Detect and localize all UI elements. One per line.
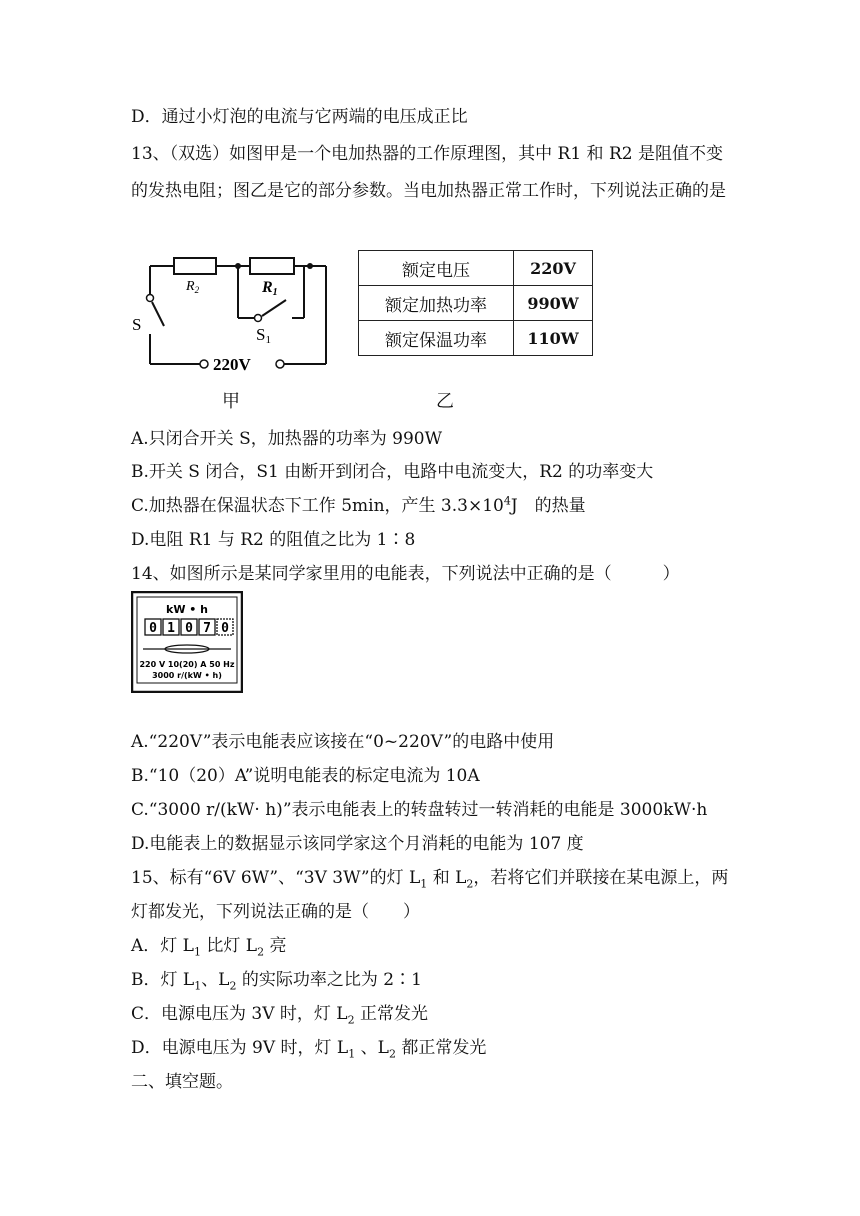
q15-option-d: D．电源电压为 9V 时，灯 $L_1$ 、$L_2$ 都正常发光 <box>131 1038 487 1061</box>
q15-option-c: C．电源电压为 3V 时，灯 $L_2$ 正常发光 <box>131 1004 429 1027</box>
q15-option-b: B．灯 $L_1$、$L_2$ 的实际功率之比为 2∶1 <box>131 970 422 993</box>
electric-meter-figure <box>131 591 243 693</box>
q13-option-a: A.只闭合开关 S，加热器的功率为 990W <box>131 429 443 449</box>
q13-option-c: C.加热器在保温状态下工作 5min，产生 $3.3\times 10^4J$ 的热量 <box>131 494 586 516</box>
q14-stem: 14、如图所示是某同学家里用的电能表，下列说法中正确的是（ ） <box>131 564 680 584</box>
meter-unit: kW • h <box>166 603 208 616</box>
switch-s <box>152 302 164 326</box>
q14-option-d: D.电能表上的数据显示该同学家这个月消耗的电能为 107 度 <box>131 834 584 854</box>
caption-yi: 乙 <box>436 391 454 412</box>
q15-option-a: A．灯 $L_1$ 比灯 $L_2$ 亮 <box>131 936 287 959</box>
param-name: 额定加热功率 <box>359 286 514 321</box>
param-value: 220V <box>514 251 593 286</box>
r1-label: R1 <box>262 279 278 298</box>
q13-option-b: B.开关 S 闭合，S1 由断开到闭合，电路中电流变大，R2 的功率变大 <box>131 462 654 482</box>
q13-stem-line1: 13、（双选）如图甲是一个电加热器的工作原理图，其中 R1 和 R2 是阻值不变 <box>131 144 723 164</box>
s-label: S <box>132 315 142 334</box>
table-row <box>359 251 593 286</box>
q15-stem-line2: 灯都发光，下列说法正确的是（ ） <box>131 902 420 922</box>
param-name: 额定电压 <box>359 251 514 286</box>
resistor-r2 <box>174 258 216 274</box>
r2-label: $R_2$ <box>186 279 200 295</box>
switch-s1 <box>262 300 286 316</box>
heater-parameter-table <box>358 250 593 356</box>
meter-digit: 7 <box>203 621 211 636</box>
q14-option-b: B.“10（20）A”说明电能表的标定电流为 10A <box>131 766 480 786</box>
table-row <box>359 321 593 356</box>
s1-label: S1 <box>256 325 271 346</box>
table-row <box>359 286 593 321</box>
param-name: 额定保温功率 <box>359 321 514 356</box>
heater-circuit-diagram <box>128 246 338 376</box>
voltage-label: 220V <box>213 355 251 374</box>
meter-digit: 1 <box>167 621 175 636</box>
q14-option-c: C.“3000 r/(kW· h)”表示电能表上的转盘转过一转消耗的电能是 3000kW·h <box>131 800 708 820</box>
q14-option-a: A.“220V”表示电能表应该接在“0~220V”的电路中使用 <box>131 732 555 752</box>
meter-digit: 0 <box>221 621 229 636</box>
caption-jia: 甲 <box>222 391 240 412</box>
q15-stem-line1: 15、标有“6V 6W”、“3V 3W”的灯 $L_1$ 和 $L_2$，若将它们并联接在某电源上，两 <box>131 868 729 891</box>
q13-option-d: D.电阻 R1 与 R2 的阻值之比为 1∶8 <box>131 530 416 550</box>
q13-stem-line2: 的发热电阻；图乙是它的部分参数。当电加热器正常工作时，下列说法正确的是 <box>131 181 726 201</box>
param-value: 110W <box>514 321 593 356</box>
meter-digit: 0 <box>185 621 193 636</box>
q12-option-d: D．通过小灯泡的电流与它两端的电压成正比 <box>131 107 468 127</box>
section-fill-blank-heading: 二、填空题。 <box>131 1072 233 1092</box>
param-value: 990W <box>514 286 593 321</box>
meter-spec-line1: 220 V 10(20) A 50 Hz <box>139 660 235 669</box>
meter-digit: 0 <box>149 621 157 636</box>
resistor-r1 <box>250 258 294 274</box>
meter-spec-line2: 3000 r/(kW • h) <box>152 671 222 680</box>
